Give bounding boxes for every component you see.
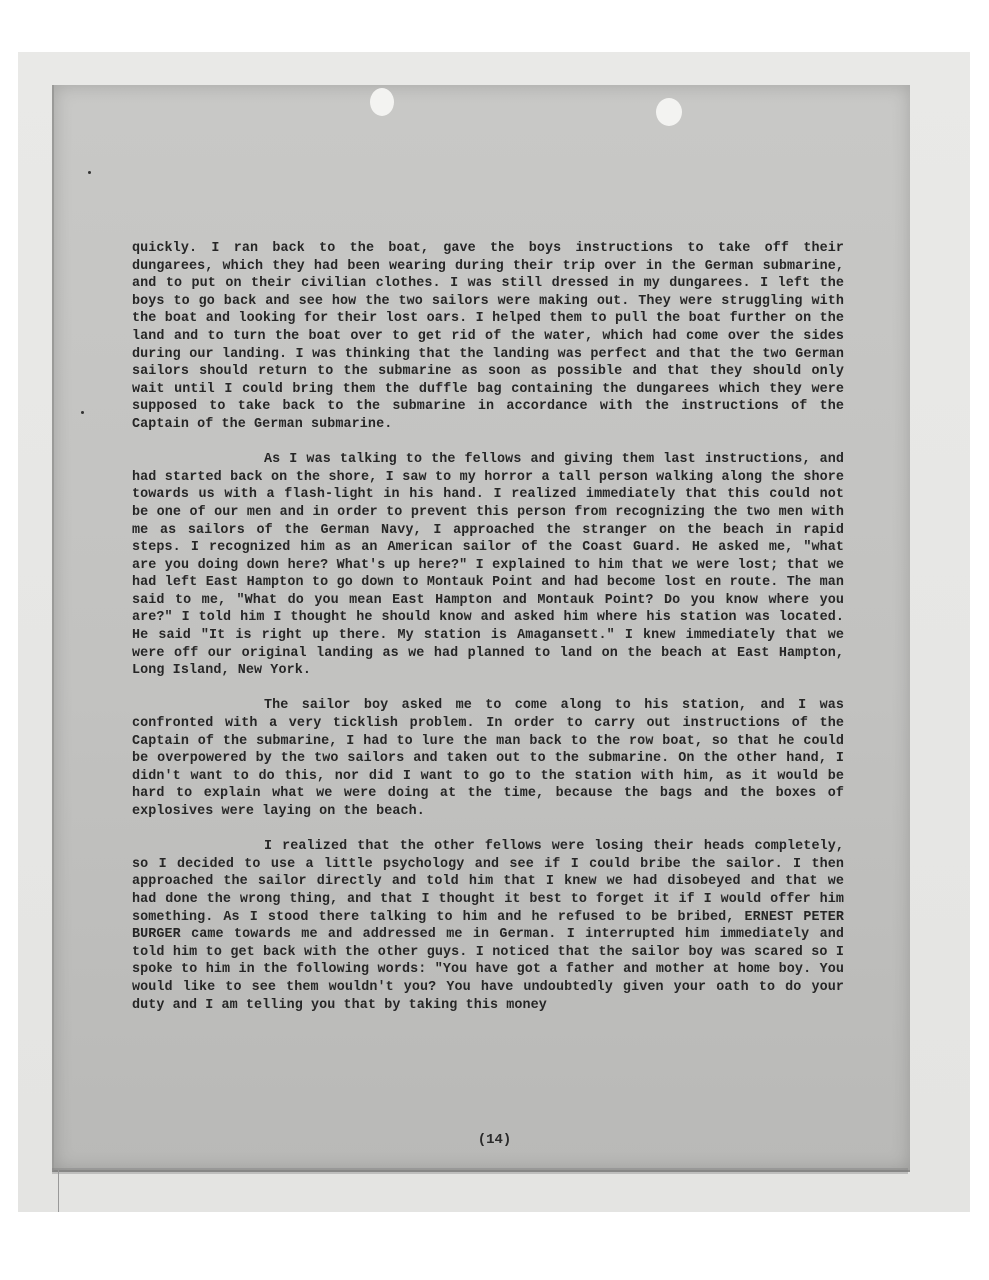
typed-body-text: [132, 240, 844, 1032]
paragraph-1: quickly. I ran back to the boat, gave the boys instructions to take off their dungarees, which they had been wearing during their trip over in the German submarine, and to put on their civilian clothes. I was still dressed in my dungarees. I left the boys to go back and see how the two sailors were making out. They were struggling with the boat and looking for their lost oars. I helped them to pull the boat further on the land and to turn the boat over to get rid of the water, which had come over the sides during our landing. I was thinking that the landing was perfect and that the two German sailors should return to the submarine as soon as possible and that they should only wait until I could bring them the duffle bag containing the dungarees which they were supposed to take back to the submarine in accordance with the instructions of the Captain of the German submarine.: [132, 241, 844, 432]
scan-speck: [88, 171, 91, 174]
paragraph-2: As I was talking to the fellows and giving them last instructions, and had started back on the shore, I saw to my horror a tall person walking along the shore towards us with a flash-light in his hand. I realized immediately that this could not be one of our men and in order to prevent this person from recognizing the two men with me as sailors of the German Navy, I approached the stranger on the beach in rapid steps. I recognized him as an American sailor of the Coast Guard. He asked me, "what are you doing down here? What's up here?" I explained to him that we were lost; that we had left East Hampton to go down to Montauk Point and had become lost en route. The man said to me, "What do you mean East Hampton and Montauk Point? Do you know where you are?" I told him I thought he should know and asked him where his station was located. He said "It is right up there. My station is Amagansett." I knew immediately that we were off our original landing as we had planned to land on the beach at East Hampton, Long Island, New York.: [132, 452, 844, 679]
paragraph-4: I realized that the other fellows were losing their heads completely, so I decided to use a little psychology and see if I could bribe the sailor. I then approached the sailor directly and told him that I knew we had disobeyed and that we had done the wrong thing, and that I thought it best to forget it if I would offer him something. As I stood there talking to him and he refused to be bribed, ERNEST PETER BURGER came towards me and addressed me in German. I interrupted him immediately and told him to get back with the other guys. I noticed that the sailor boy was scared so I spoke to him in the following words: "You have got a father and mother at home boy. You would like to see them wouldn't you? You have undoubtedly given your oath to do your duty and I am telling you that by taking this money: [132, 839, 844, 1013]
page-bottom-shadow: [52, 1168, 908, 1174]
paragraph-3: The sailor boy asked me to come along to his station, and I was confronted with a very ticklish problem. In order to carry out instructions of the Captain of the submarine, I had to lure the man back to the row boat, so that he could be overpowered by the two sailors and taken out to the submarine. On the other hand, I didn't want to do this, nor did I want to go to the station with him, as it would be hard to explain what we were doing at the time, because the bags and the boxes of explosives were laying on the beach.: [132, 698, 844, 819]
punch-hole-right: [656, 98, 682, 126]
scan-speck: [81, 411, 84, 414]
scan-edge-line: [58, 1170, 59, 1212]
page-number: (14): [477, 1132, 512, 1148]
punch-hole-left: [370, 88, 394, 116]
